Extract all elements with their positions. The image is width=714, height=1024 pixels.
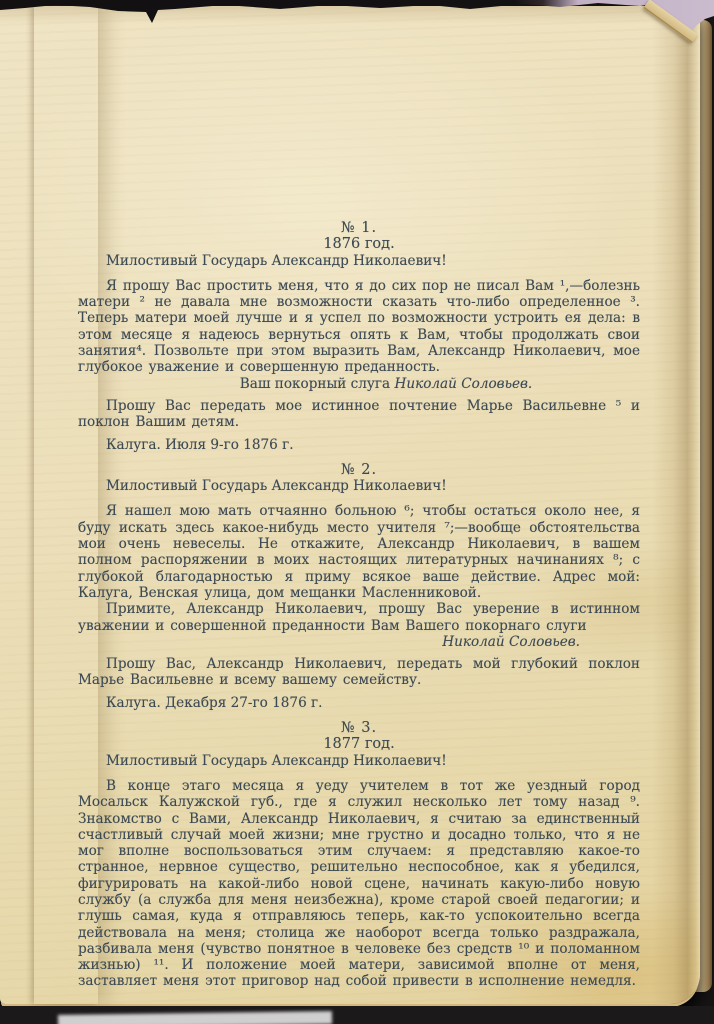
letter-1-number: № 1. bbox=[340, 220, 378, 236]
signature-name: Николай Соловьев. bbox=[442, 633, 580, 650]
letter-2-postscript: Прошу Вас, Александр Николаевич, передать мой глубокий поклон Марье Васильевне и всему вашему семейству. bbox=[78, 656, 640, 689]
letter-3-year: 1877 год. bbox=[323, 736, 395, 753]
letter-1-signature bbox=[78, 376, 640, 392]
letter-2-body: Я нашел мою мать отчаянно больною ⁶; чтобы остаться около нее, я буду искать здесь какое-нибудь место учителя ⁷;—вообще обстоятельства мои очень невеселы. Не откажите, Александр Николаевич, в вашем полном распоряжении в моих настоящих литературных начинаниях ⁸; с глубокой благодарностью я приму всякое ваше действие. Адрес мой: Калуга, Венская улица, дом мещанки Масленниковой. bbox=[78, 503, 640, 601]
letter-3-number: № 3. bbox=[340, 720, 378, 737]
signature-name: Николай Соловьев. bbox=[394, 375, 533, 392]
letter-3-body: В конце этаго месяца я уеду учителем в тот же уездный город Мосальск Калужской губ., где я служил несколько лет тому назад ⁹. Знакомство с Вами, Александр Николаевич, я считаю за единственный счастливый случай моей жизни; мне грустно и досадно только, что я не мог вполне воспользоваться этим случаем: я представляю какое-то странное, нервное существо, решительно неспособное, как я убедился, фигурировать на какой-либо новой сцене, начинать какую-либо новую службу (а служба для меня неизбежна), кроме старой своей педагогии; и глушь самая, куда я отправляюсь теперь, как-то успокоительно всегда действовала на меня; столица же наоборот всегда только раздражала, разбивала меня (чувство понятное в человеке без средств ¹⁰ и поломанном жизнью) ¹¹. И положение моей матери, зависимой вполне от меня, заставляет меня этот приговор над собой привести в исполнение немедля. bbox=[78, 777, 640, 990]
letter-2-dateline: Калуга. Декабря 27-го 1876 г. bbox=[106, 694, 323, 711]
letter-1-body: Я прошу Вас простить меня, что я до сих пор не писал Вам ¹,—болезнь матери ² не давала мне возможности сказать что-либо определенное ³. Теперь матери моей лучше и я успел по возможности устроить ея дела: в этом месяце я надеюсь вернуться опять к Вам, чтобы продолжать свои занятия⁴. Позвольте при этом выразить Вам, Александр Николаевич, мое глубокое уважение и совершенную преданность. bbox=[78, 277, 640, 376]
letter-2-closing: Примите, Александр Николаевич, прошу Вас уверение в истинном уважении и совершенной преданности Вам Вашего покорнаго слуги bbox=[78, 601, 640, 634]
letter-1 bbox=[78, 220, 640, 453]
page-curvature-shadow bbox=[652, 6, 700, 1004]
letter-1-year: 1876 год. bbox=[323, 236, 395, 253]
letter-3 bbox=[78, 720, 640, 990]
letter-2-signature bbox=[78, 634, 640, 650]
letter-1-postscript: Прошу Вас передать мое истинное почтение Марье Васильевне ⁵ и поклон Вашим детям. bbox=[78, 397, 640, 431]
letter-2-number: № 2. bbox=[340, 461, 378, 478]
signature-prefix: Ваш покорный слуга bbox=[239, 375, 395, 392]
letter-3-salutation: Милостивый Государь Александр Николаевич! bbox=[106, 752, 447, 769]
book-page bbox=[0, 6, 700, 1004]
page-text bbox=[78, 220, 640, 990]
letter-1-salutation: Милостивый Государь Александр Николаевич! bbox=[106, 252, 447, 269]
letter-1-dateline: Калуга. Июля 9-го 1876 г. bbox=[106, 436, 294, 453]
background-bottom bbox=[0, 1006, 714, 1024]
letter-2 bbox=[78, 462, 640, 711]
letter-2-salutation: Милостивый Государь Александр Николаевич! bbox=[106, 478, 447, 495]
blurred-foreground-object bbox=[58, 1011, 332, 1024]
